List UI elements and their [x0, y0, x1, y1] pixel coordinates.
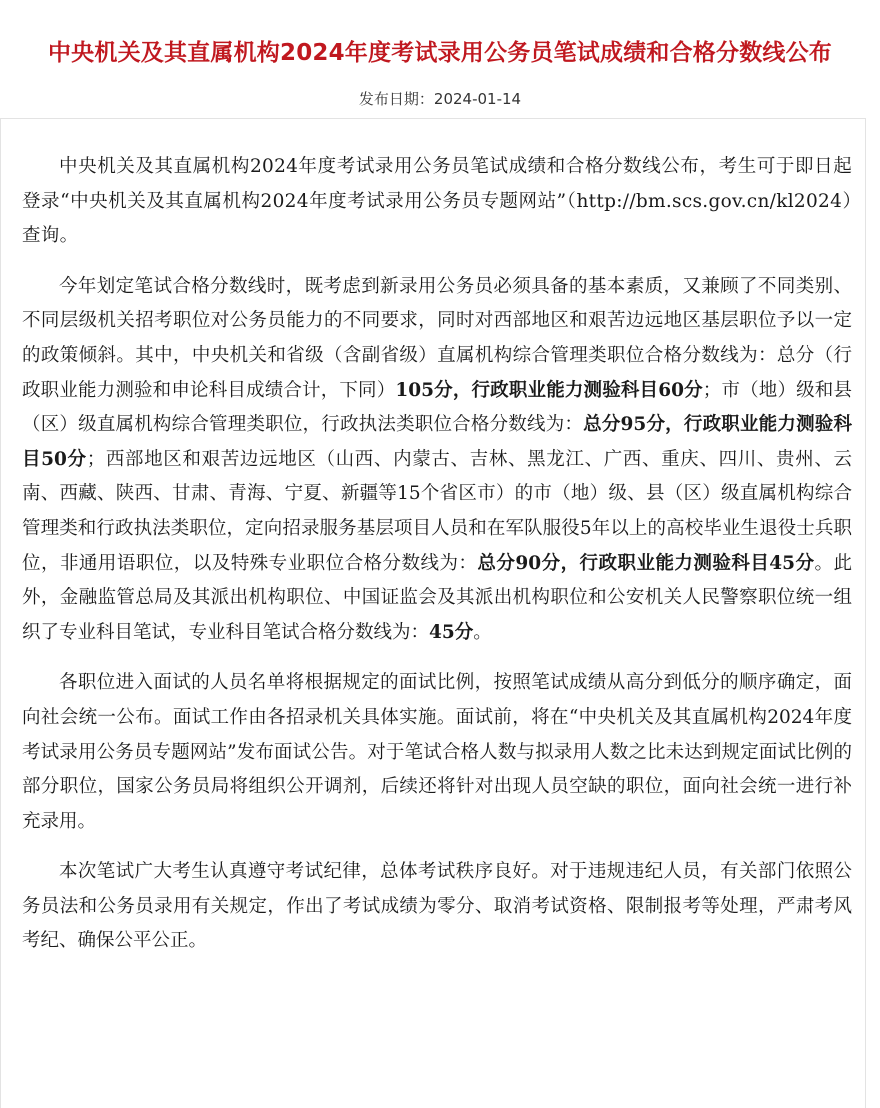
article-title: 中央机关及其直属机构2024年度考试录用公务员笔试成绩和合格分数线公布	[47, 40, 832, 66]
paragraph-2-text-2: ；市（地）级和县（区）级直属机构综合管理类职位，行政执法类职位合格分数线为：	[22, 379, 852, 436]
score-line-city-county: 总分95分，行政职业能力测验科目50分	[22, 414, 852, 470]
paragraph-1-text: 中央机关及其直属机构2024年度考试录用公务员笔试成绩和合格分数线公布，考生可于即日起登录“中央机关及其直属机构2024年度考试录用公务员专题网站”（http://bm.scs.gov.cn/kl2024）查询。	[22, 156, 852, 247]
publish-date-value: 2024-01-14	[433, 90, 522, 108]
score-line-central: 105分，行政职业能力测验科目60分	[395, 379, 703, 401]
paragraph-4	[22, 855, 852, 959]
paragraph-3	[22, 666, 852, 839]
paragraph-2	[22, 270, 852, 651]
article-body	[22, 150, 852, 975]
paragraph-3-text: 各职位进入面试的人员名单将根据规定的面试比例，按照笔试成绩从高分到低分的顺序确定，面向社会统一公布。面试工作由各招录机关具体实施。面试前，将在“中央机关及其直属机构2024年度考试录用公务员专题网站”发布面试公告。对于笔试合格人数与拟录用人数之比未达到规定面试比例的部分职位，国家公务员局将组织公开调剂，后续还将针对出现人员空缺的职位，面向社会统一进行补充录用。	[22, 672, 852, 832]
publish-date-label: 发布日期：	[358, 90, 434, 108]
score-line-western: 总分90分，行政职业能力测验科目45分	[477, 552, 815, 574]
article-header	[0, 0, 880, 109]
paragraph-4-text: 本次笔试广大考生认真遵守考试纪律，总体考试秩序良好。对于违规违纪人员，有关部门依照公务员法和公务员录用有关规定，作出了考试成绩为零分、取消考试资格、限制报考等处理，严肃考风考纪、确保公平公正。	[22, 861, 852, 952]
publish-date	[0, 89, 880, 109]
paragraph-1	[22, 150, 852, 254]
paragraph-2-text-4: 。此外，金融监管总局及其派出机构职位、中国证监会及其派出机构职位和公安机关人民警察职位统一组织了专业科目笔试，专业科目笔试合格分数线为：	[22, 552, 852, 643]
score-line-professional: 45分	[429, 621, 474, 643]
paragraph-2-text-5: 。	[473, 621, 492, 643]
paragraph-2-text-3: ；西部地区和艰苦边远地区（山西、内蒙古、吉林、黑龙江、广西、重庆、四川、贵州、云南、西藏、陕西、甘肃、青海、宁夏、新疆等15个省区市）的市（地）级、县（区）级直属机构综合管理类和行政执法类职位，定向招录服务基层项目人员和在军队服役5年以上的高校毕业生退役士兵职位，非通用语职位，以及特殊专业职位合格分数线为：	[22, 448, 852, 574]
paragraph-2-text-1: 今年划定笔试合格分数线时，既考虑到新录用公务员必须具备的基本素质，又兼顾了不同类别、不同层级机关招考职位对公务员能力的不同要求，同时对西部地区和艰苦边远地区基层职位予以一定的政策倾斜。其中，中央机关和省级（含副省级）直属机构综合管理类职位合格分数线为：总分（行政职业能力测验和申论科目成绩合计，下同）	[22, 275, 852, 401]
